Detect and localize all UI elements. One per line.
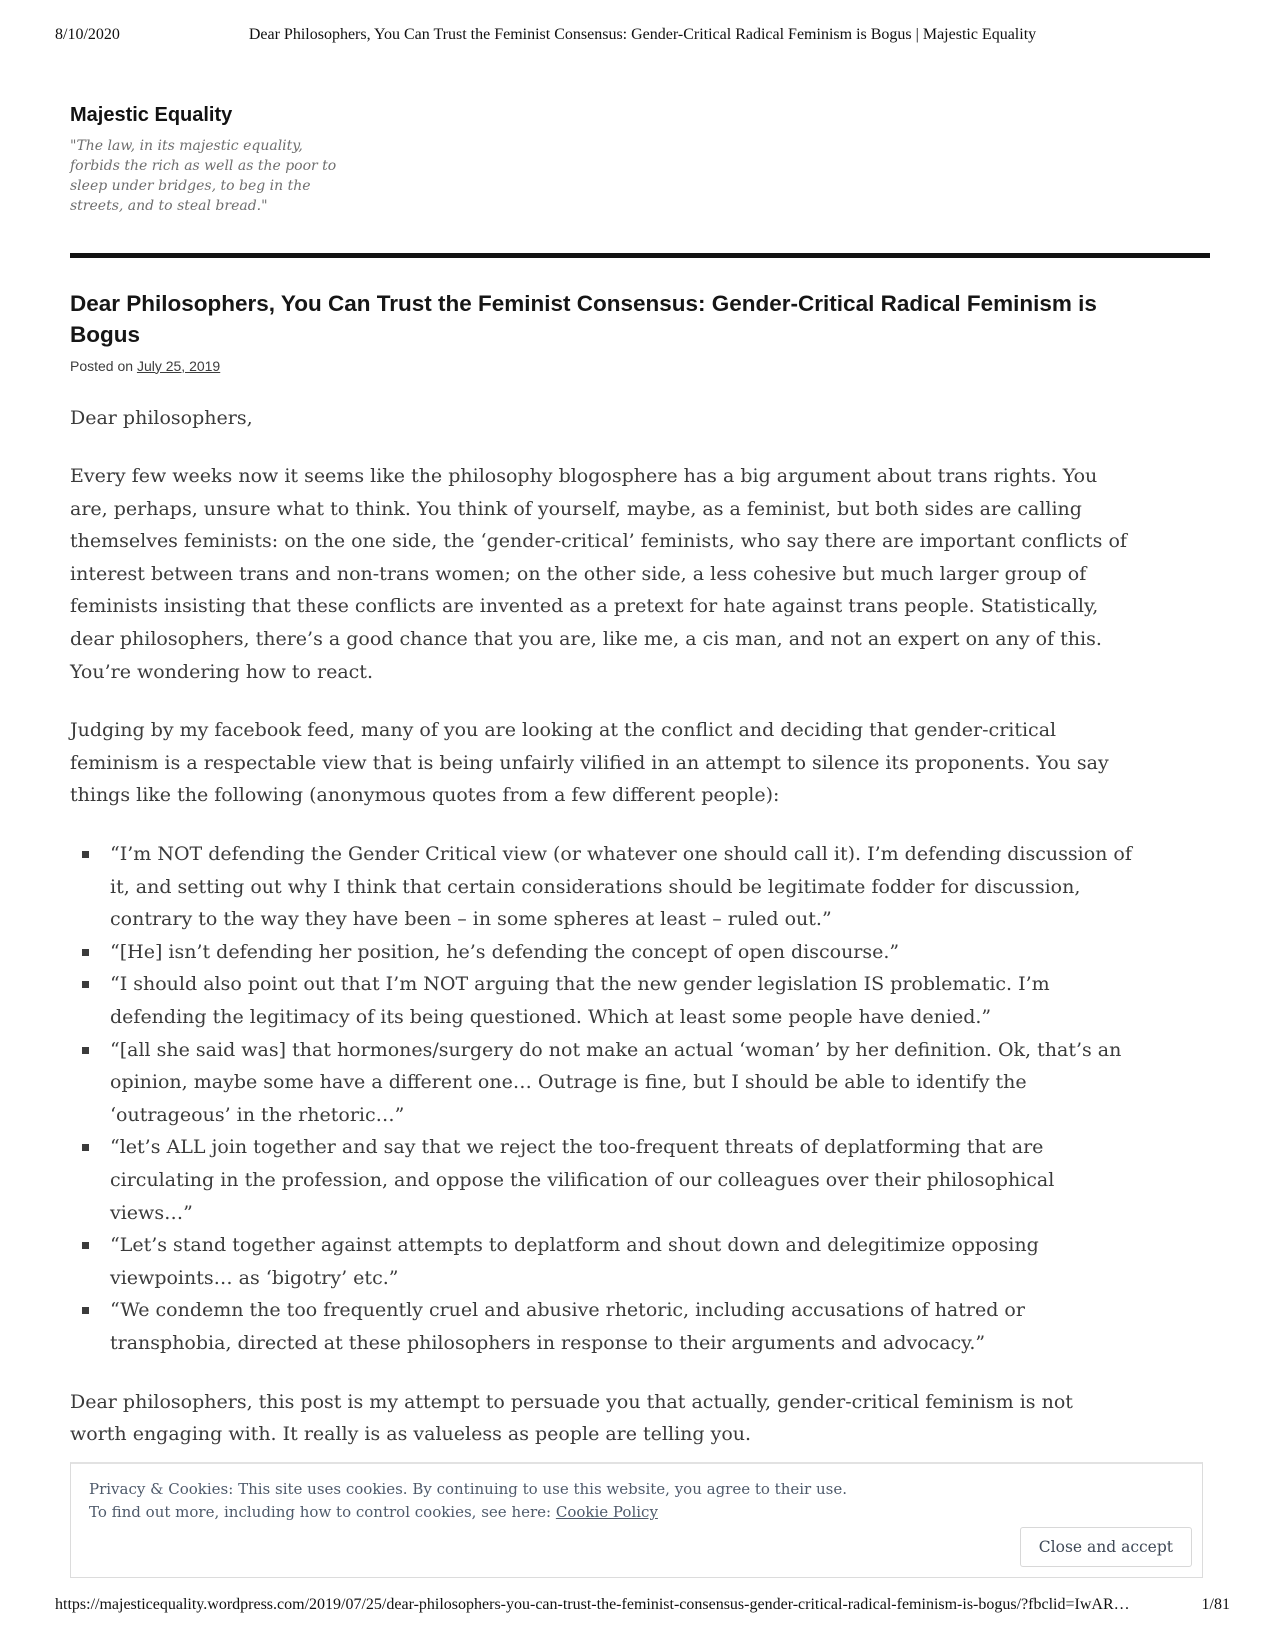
footer-url: https://majesticequality.wordpress.com/2019/07/25/dear-philosophers-you-can-trust-the-feminist-consensus-gender-critical-radical-feminism-is-bogus/?fbclid=IwAR… [55,1596,1130,1613]
closing-paragraph: Dear philosophers, this post is my attempt to persuade you that actually, gender-critical feminism is not worth engaging with. It really is as valueless as people are telling you. [70,1390,1073,1446]
page-content [70,104,1210,1477]
close-and-accept-button[interactable]: Close and accept [1020,1527,1192,1567]
cookie-notice-line2-prefix: To find out more, including how to control cookies, see here: [89,1503,556,1521]
body-paragraph: Every few weeks now it seems like the philosophy blogosphere has a big argument about trans rights. You are, perhaps, unsure what to think. You think of yourself, maybe, as a feminist, but both sides are calling themselves feminists: on the one side, the ‘gender-critical’ feminists, who say there are important conflicts of interest between trans and non-trans women; on the other side, a less cohesive but much larger group of feminists insisting that these conflicts are invented as a pretext for hate against trans people. Statistically, dear philosophers, there’s a good chance that you are, like me, a cis man, and not an expert on any of this. You’re wondering how to react. [70,465,1127,683]
body-paragraph: Judging by my facebook feed, many of you are looking at the conflict and deciding that gender-critical feminism is a respectable view that is being unfairly vilified in an attempt to silence its proponents. You say things like the following (anonymous quotes from a few different people): [70,719,1109,807]
posted-date-link[interactable]: July 25, 2019 [136,357,221,374]
quote-list [70,838,1135,1360]
print-date: 8/10/2020 [55,26,120,43]
quote-list-item: “[He] isn’t defending her position, he’s defending the concept of open discourse.” [70,936,1135,969]
quote-list-item: “Let’s stand together against attempts to deplatform and shout down and delegitimize opposing viewpoints… as ‘bigotry’ etc.” [70,1229,1135,1294]
quote-list-item: “I’m NOT defending the Gender Critical view (or whatever one should call it). I’m defending discussion of it, and setting out why I think that certain considerations should be legitimate fodder for discussion, contrary to the way they have been – in some spheres at least – ruled out.” [70,838,1135,936]
article-title: Dear Philosophers, You Can Trust the Feminist Consensus: Gender-Critical Radical Feminism is Bogus [70,290,1097,347]
article-body [70,402,1135,1451]
quote-list-item: “I should also point out that I’m NOT arguing that the new gender legislation IS problematic. I’m defending the legitimacy of its being questioned. Which at least some people have denied.” [70,968,1135,1033]
print-header [55,26,1230,44]
cookie-notice-text [71,1464,1202,1524]
quote-list-item: “[all she said was] that hormones/surgery do not make an actual ‘woman’ by her definition. Ok, that’s an opinion, maybe some have a different one… Outrage is fine, but I should be able to identify the ‘outrageous’ in the rhetoric…” [70,1034,1135,1132]
salutation-paragraph: Dear philosophers, [70,406,253,429]
print-footer [55,1596,1230,1614]
site-title: Majestic Equality [70,104,233,126]
footer-page-number: 1/81 [1201,1596,1230,1613]
quote-list-item: “let’s ALL join together and say that we reject the too-frequent threats of deplatforming that are circulating in the profession, and oppose the vilification of our colleagues over their philosophical views…” [70,1131,1135,1229]
masthead-divider [70,253,1210,258]
cookie-notice-line2 [89,1501,1184,1524]
posted-prefix: Posted on [70,357,137,374]
site-tagline: "The law, in its majestic equality, forbids the rich as well as the poor to sleep under bridges, to beg in the streets, and to steal bread." [70,138,337,214]
cookie-notice-line1: Privacy & Cookies: This site uses cookies. By continuing to use this website, you agree to their use. [89,1480,847,1498]
quote-list-item: “We condemn the too frequently cruel and abusive rhetoric, including accusations of hatred or transphobia, directed at these philosophers in response to their arguments and advocacy.” [70,1294,1135,1359]
cookie-banner [70,1462,1203,1578]
cookie-policy-link[interactable]: Cookie Policy [555,1503,658,1521]
posted-line [70,358,1210,374]
print-doc-title: Dear Philosophers, You Can Trust the Feminist Consensus: Gender-Critical Radical Feminism is Bogus | Majestic Equality [248,26,1037,43]
